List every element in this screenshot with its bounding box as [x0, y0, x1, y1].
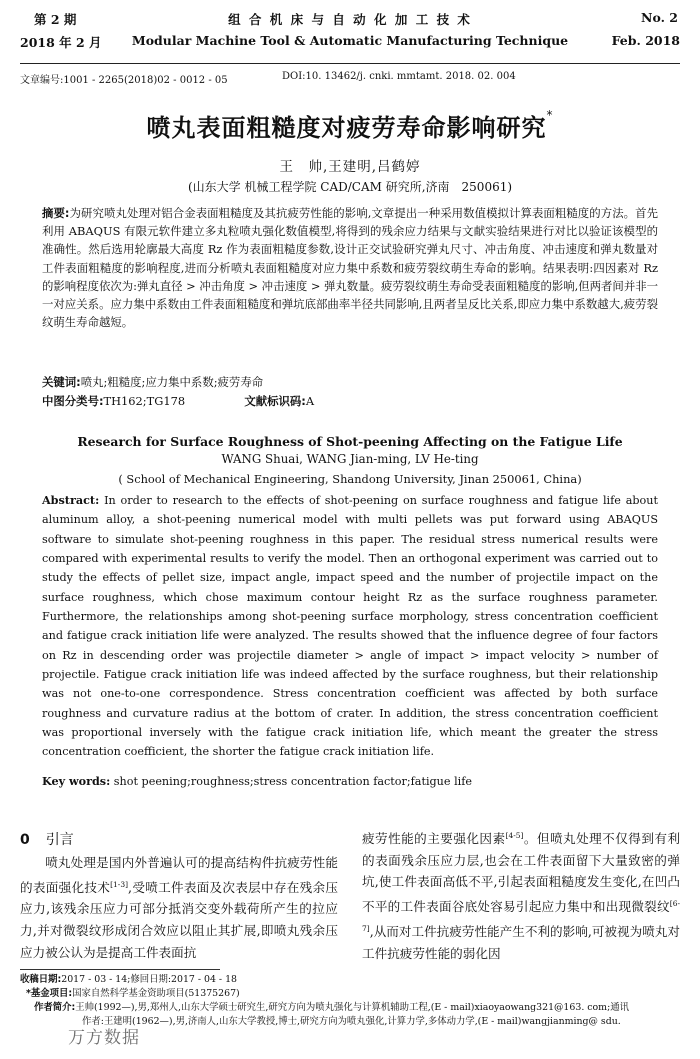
journal-cn: 组 合 机 床 与 自 动 化 加 工 技 术 [228, 12, 472, 27]
doc-code: A [305, 394, 315, 408]
section-number: 0 [20, 832, 30, 848]
footnote-fund [26, 987, 686, 1000]
doc-code-label: 文献标识码: [244, 394, 306, 408]
issue-cn: 第 2 期 [34, 12, 77, 27]
keywords-en [42, 774, 472, 788]
clc-label: 中图分类号: [42, 394, 104, 408]
authors: 王 帅,王建明,吕鹤婷 [279, 159, 421, 175]
body-left-text-2: ,受喷工件表面及次表层中存在残余压应力,该残余压应力可部分抵消交变外载荷所产生的拉应力,并对微裂纹形成闭合效应以阻止其扩展,即喷丸残余压应力被公认为是提高工件表面抗 [20, 879, 338, 960]
classification [42, 393, 314, 409]
body-right-text-1: 疲劳性能的主要强化因素 [362, 831, 506, 847]
received-dates: 2017 - 03 - 14;修回日期:2017 - 04 - 18 [61, 974, 238, 985]
keywords-cn-text: 喷丸;粗糙度;应力集中系数;疲劳寿命 [80, 375, 264, 389]
abstract-en-text: In order to research to the effects of shot-peening on surface roughness and fatigue life about aluminum alloy, a shot-peening numerical model with multi pellets was put forward using ABAQUS software to simulate shot-peening roughness in this paper. The residual stress numerical results were compared with experimental results to verify the model. Then an orthogonal experiment was carried out to study the effects of pellet size, impact angle, impact speed and the number of projectile impact on the surface roughness, which chose maximum contour height Rz as the surface roughness parameter. Furthermore, the relationships among shot-peening surface morphology, stress concentration coefficient and fatigue crack initiation life were analyzed. The results showed that the influence degree of four factors on Rz in descending order was projectile diameter > angle of impact > impact velocity > number of projectile. Fatigue crack initiation life was indeed affected by the surface roughness, but their relationship was not one-to-one correspondence. Stress concentration coefficient was affected by both surface roughness and curvature radius at the bottom of crater. In addition, the stress concentration coefficient was proportional inversely with the fatigue crack initiation life, which meant the greater the stress concentration coefficient, the shorter the fatigue crack initiation life. [42, 494, 658, 759]
section-title: 引言 [45, 832, 74, 848]
journal-en: Modular Machine Tool & Automatic Manufacturing Technique [131, 33, 569, 48]
issue-en: No. 2 [641, 10, 678, 25]
body-left-text-1: 喷丸处理是国内外普遍认可的提高结构件抗疲劳性能的表面强化技术 [20, 855, 338, 895]
author-bio-label: 作者简介: [34, 1002, 76, 1013]
running-header [20, 8, 680, 64]
clc-code: TH162;TG178 [103, 394, 186, 408]
keywords-en-text: shot peening;roughness;stress concentration factor;fatigue life [113, 775, 472, 788]
watermark-logo: 万方数据 [68, 1028, 140, 1048]
abstract-en [42, 491, 658, 762]
citation-4-5[interactable]: [4-5] [505, 831, 524, 840]
body-column-left [20, 852, 338, 963]
footnote-author-1 [34, 1001, 686, 1014]
abstract-cn-text: 为研究喷丸处理对铝合金表面粗糙度及其抗疲劳性能的影响,文章提出一种采用数值模拟计算表面粗糙度的方法。首先利用 ABAQUS 有限元软件建立多丸粒喷丸强化数值模型,将得到的残余应力结果与文献实验结果进行对比以验证该模型的准确性。然后选用轮廓最大高度 Rz 作为表面粗糙度参数,设计正交试验研究弹丸尺寸、冲击角度、冲击速度和弹丸数量对工件表面粗糙度的影响程度,进而分析喷丸表面粗糙度对应力集中系数和疲劳裂纹萌生寿命的影响。结果表明:四因素对 Rz 的影响程度依次为:弹丸直径 > 冲击角度 > 冲击速度 > 弹丸数量。疲劳裂纹萌生寿命受表面粗糙度的影响,但两者间并非一一对应关系。应力集中系数由工件表面粗糙度和弹坑底部曲率半径共同影响,且两者呈反比关系,即应力集中系数越大,疲劳裂纹萌生寿命越短。 [42, 206, 659, 330]
paper-title-text: 喷丸表面粗糙度对疲劳寿命影响研究 [146, 114, 547, 142]
body-right-text-2: 。但喷丸处理不仅得到有利的表面残余压应力层,也会在工件表面留下大量致密的弹坑,使工件表面高低不平,引起表面粗糙度发生变化,在凹凸不平的工件表面谷底处容易引起应力集中和出现微裂纹 [362, 831, 681, 915]
date-cn: 2018 年 2 月 [20, 35, 102, 50]
english-authors: WANG Shuai, WANG Jian-ming, LV He-ting [221, 452, 479, 466]
body-column-right [362, 825, 680, 964]
citation-6-7[interactable]: [6-7] [362, 898, 680, 933]
abstract-cn [42, 204, 658, 331]
keywords-cn-label: 关键词: [42, 375, 81, 389]
fund-label: *基金项目: [26, 988, 73, 999]
footnote-rule [20, 969, 220, 970]
doi: DOI:10. 13462/j. cnki. mmtamt. 2018. 02. 004 [282, 71, 516, 82]
section-heading [20, 829, 74, 849]
keywords-cn [42, 374, 263, 390]
title-footnote-mark: * [546, 108, 554, 122]
footnote-author-2: 作者:王建明(1962—),男,济南人,山东大学教授,博士,研究方向为喷丸强化,计算力学,多体动力学,(E - mail)wangjianming@ sdu. [82, 1016, 621, 1027]
affiliation: (山东大学 机械工程学院 CAD/CAM 研究所,济南 250061) [187, 180, 513, 194]
english-affiliation: ( School of Mechanical Engineering, Shandong University, Jinan 250061, China) [118, 472, 582, 486]
received-label: 收稿日期: [20, 974, 62, 985]
fund-text: 国家自然科学基金资助项目(51375267) [72, 988, 240, 999]
citation-1-3[interactable]: [1-3] [110, 879, 129, 889]
footnote-received [20, 973, 686, 986]
paper-title [0, 108, 700, 143]
body-right-text-3: ,从而对工件抗疲劳性能产生不利的影响,可被视为喷丸对工件抗疲劳性能的弱化因 [362, 923, 680, 961]
abstract-cn-label: 摘要: [42, 206, 70, 220]
keywords-en-label: Key words: [42, 774, 111, 788]
article-number: 文章编号:1001 - 2265(2018)02 - 0012 - 05 [20, 75, 228, 86]
date-en: Feb. 2018 [611, 33, 680, 48]
author-bio-1: 王帅(1992—),男,郑州人,山东大学硕士研究生,研究方向为喷丸强化与计算机辅助工程,(E - mail)xiaoyaowang321@163. com;通讯 [75, 1002, 629, 1013]
abstract-en-label: Abstract: [42, 493, 100, 507]
english-title: Research for Surface Roughness of Shot-peening Affecting on the Fatigue Life [77, 434, 623, 449]
header-rule [20, 63, 680, 64]
